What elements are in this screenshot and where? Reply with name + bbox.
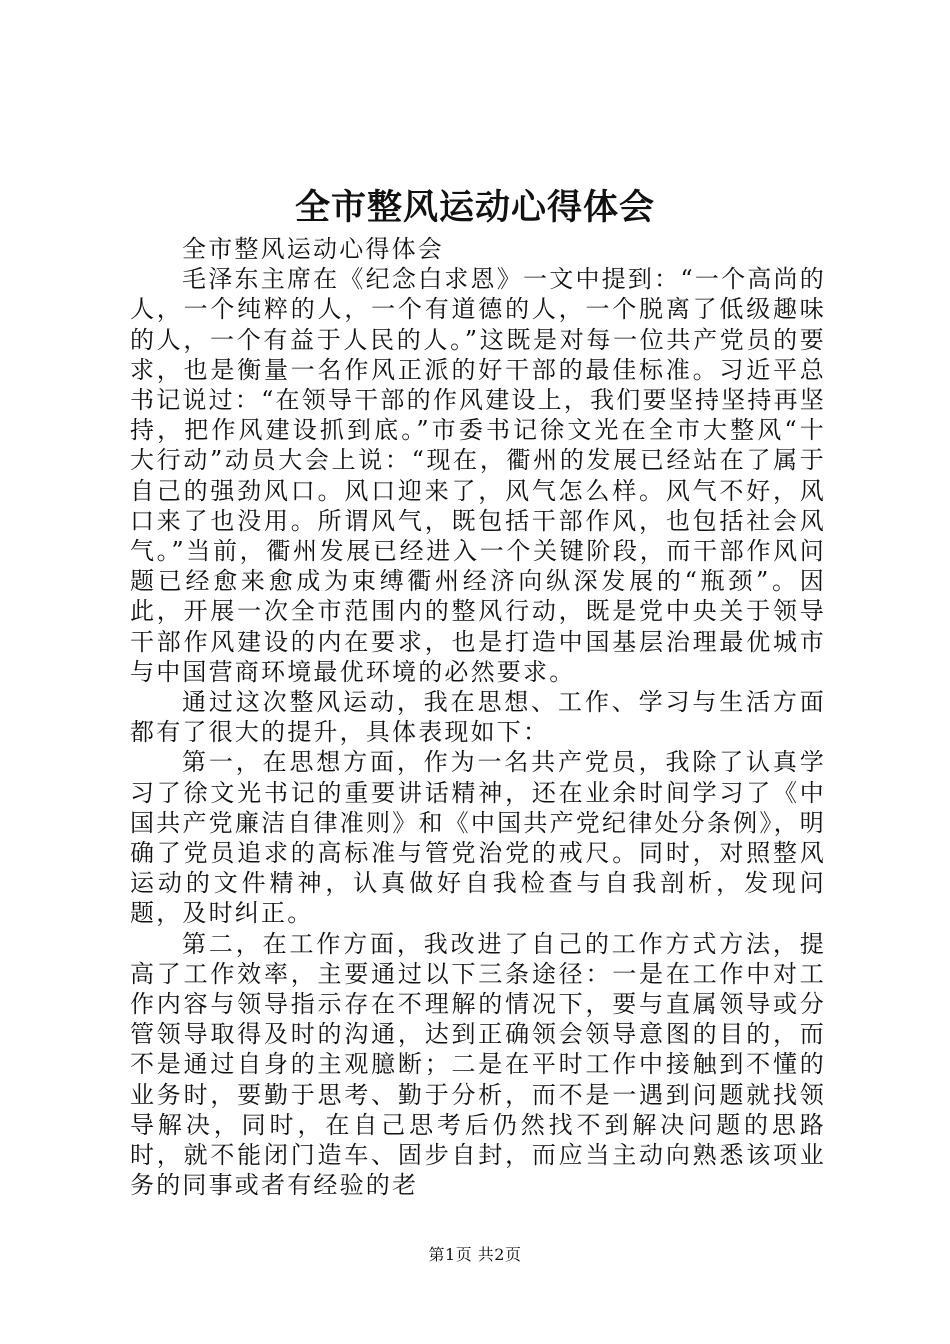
paragraph-intro: 毛泽东主席在《纪念白求恩》一文中提到：“一个高尚的人，一个纯粹的人，一个有道德的人，一个脱离了低级趣味的人，一个有益于人民的人。”这既是对每一位共产党员的要求，也是衡量一名作风正派的好干部的最佳标准。习近平总书记说过：“在领导干部的作风建设上，我们要坚持坚持再坚持，把作风建设抓到底。”市委书记徐文光在全市大整风“十大行动”动员大会上说：“现在，衢州的发展已经站在了属于自己的强劲风口。风口迎来了，风气怎么样。风气不好，风口来了也没用。所谓风气，既包括干部作风，也包括社会风气。”当前，衢州发展已经进入一个关键阶段，而干部作风问题已经愈来愈成为束缚衢州经济向纵深发展的“瓶颈”。因此，开展一次全市范围内的整风行动，既是党中央关于领导干部作风建设的内在要求，也是打造中国基层治理最优城市与中国营商环境最优环境的必然要求。 <box>130 265 826 686</box>
document-title: 全市整风运动心得体会 <box>294 187 655 228</box>
paragraph-summary: 通过这次整风运动，我在思想、工作、学习与生活方面都有了很大的提升，具体表现如下： <box>130 688 826 747</box>
paragraph-work: 第二，在工作方面，我改进了自己的工作方式方法，提高了工作效率，主要通过以下三条途径：一是在工作中对工作内容与领导指示存在不理解的情况下，要与直属领导或分管领导取得及时的沟通，达到正确领会领导意图的目的，而不是通过自身的主观臆断；二是在平时工作中接触到不懂的业务时，要勤于思考、勤于分析，而不是一遇到问题就找领导解决，同时，在自己思考后仍然找不到解决问题的思路时，就不能闭门造车、固步自封，而应当主动向熟悉该项业务的同事或者有经验的老 <box>130 929 826 1200</box>
document-body <box>130 234 826 1201</box>
page-number-footer: 第1页 共2页 <box>428 1245 522 1264</box>
paragraph-thought: 第一，在思想方面，作为一名共产党员，我除了认真学习了徐文光书记的重要讲话精神，还在业余时间学习了《中国共产党廉洁自律准则》和《中国共产党纪律处分条例》，明确了党员追求的高标准与管党治党的戒尺。同时，对照整风运动的文件精神，认真做好自我检查与自我剖析，发现问题，及时纠正。 <box>130 748 826 928</box>
paragraph-subtitle: 全市整风运动心得体会 <box>182 235 444 263</box>
